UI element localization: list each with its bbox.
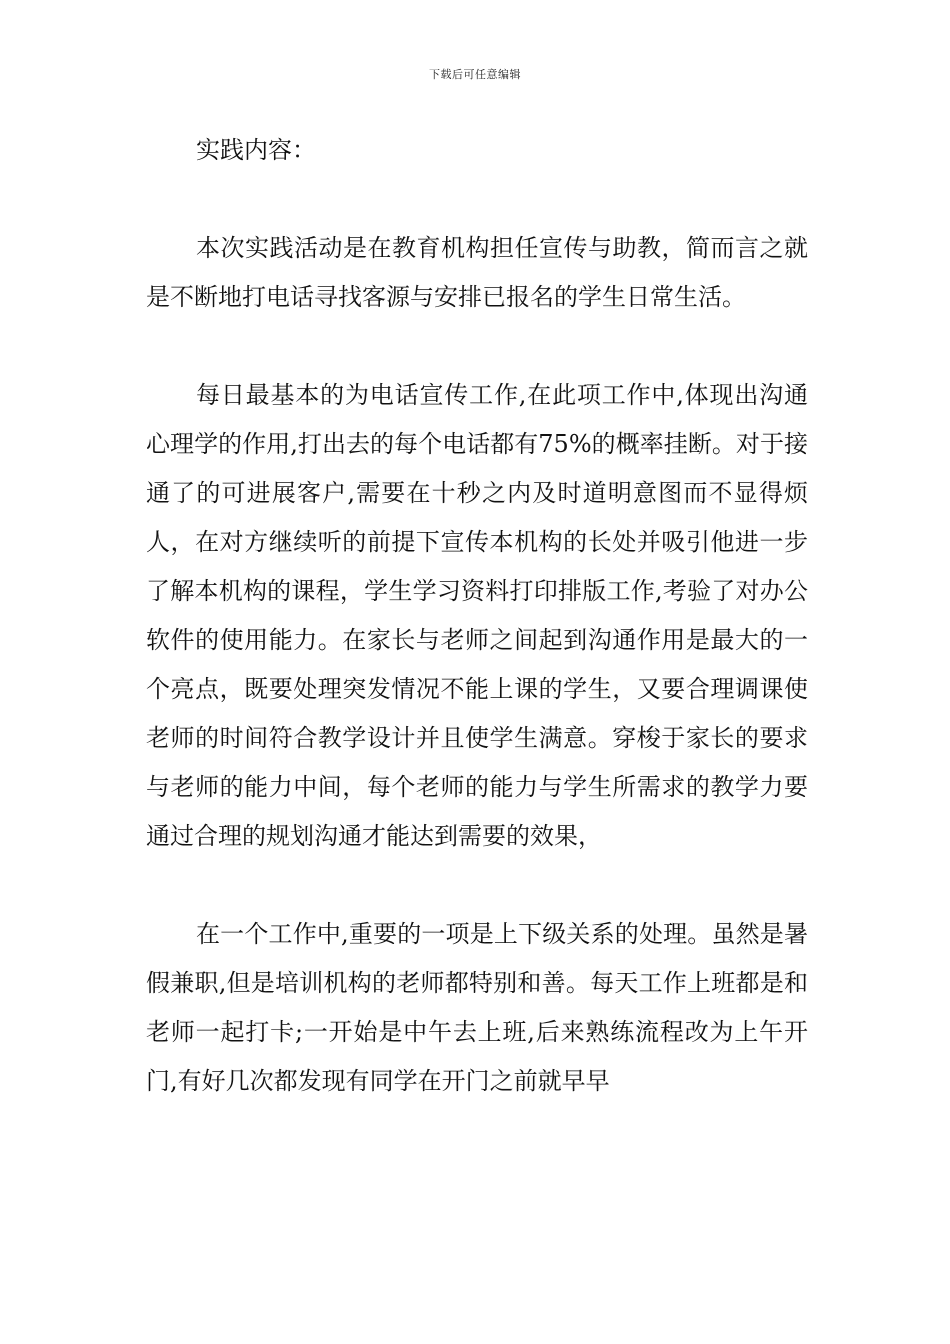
section-heading: 实践内容： bbox=[196, 136, 316, 164]
header-note: 下载后可任意编辑 bbox=[429, 68, 521, 81]
paragraph-gap bbox=[146, 861, 808, 910]
paragraph-gap bbox=[146, 322, 808, 371]
paragraph-gap bbox=[146, 175, 808, 224]
paragraph-phone-work: 每日最基本的为电话宣传工作,在此项工作中,体现出沟通心理学的作用,打出去的每个电话都有75%的概率挂断。对于接通了的可进展客户,需要在十秒之内及时道明意图而不显得烦人，在对方继续听的前提下宣传本机构的长处并吸引他进一步了解本机构的课程，学生学习资料打印排版工作,考验了对办公软件的使用能力。在家长与老师之间起到沟通作用是最大的一个亮点，既要处理突发情况不能上课的学生，又要合理调课使老师的时间符合教学设计并且使学生满意。穿梭于家长的要求与老师的能力中间，每个老师的能力与学生所需求的教学力要通过合理的规划沟通才能达到需要的效果， bbox=[146, 381, 808, 850]
document-body bbox=[146, 126, 808, 1106]
paragraph-intro: 本次实践活动是在教育机构担任宣传与助教，简而言之就是不断地打电话寻找客源与安排已报名的学生日常生活。 bbox=[146, 234, 808, 311]
paragraph-relations: 在一个工作中,重要的一项是上下级关系的处理。虽然是暑假兼职,但是培训机构的老师都特别和善。每天工作上班都是和老师一起打卡;一开始是中午去上班,后来熟练流程改为上午开门,有好几次都发现有同学在开门之前就早早 bbox=[146, 920, 808, 1095]
